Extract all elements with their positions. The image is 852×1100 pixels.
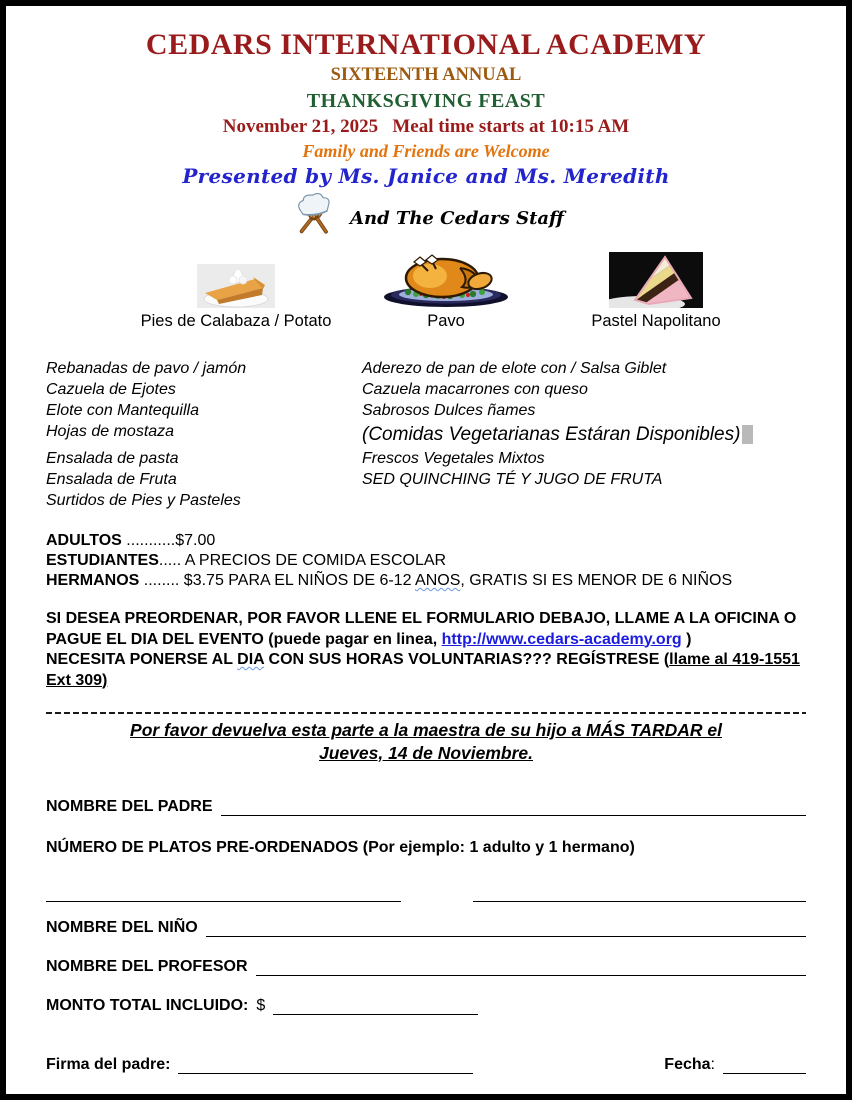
plate-count-blank-line-1 — [46, 884, 401, 902]
child-name-blank-line — [206, 919, 806, 937]
gray-artifact-box — [742, 425, 753, 444]
preorder-text: NECESITA PONERSE AL — [46, 651, 238, 668]
staff-line: And The Cedars Staff — [350, 207, 564, 229]
child-name-row — [46, 919, 806, 937]
menu-item: Frescos Vegetales Mixtos — [362, 450, 545, 467]
plate-count-row — [46, 839, 806, 857]
date-label-text: Fecha — [664, 1055, 711, 1073]
misspelled-word: DIA — [237, 651, 265, 668]
staff-row — [46, 192, 806, 244]
food-images-row — [46, 248, 806, 308]
price-value: ........ $3.75 PARA EL NIÑOS DE 6-12 — [139, 572, 416, 589]
return-notice — [46, 719, 806, 764]
event-title: THANKSGIVING FEAST — [306, 90, 546, 112]
school-title: CEDARS INTERNATIONAL ACADEMY — [145, 28, 707, 61]
signature-row — [46, 1056, 806, 1074]
return-notice-line2: Jueves, 14 de Noviembre. — [319, 742, 533, 763]
misspelled-word: ANOS — [415, 572, 461, 589]
food-labels-row — [46, 312, 806, 336]
phone-link-text: llame al 419-1551 Ext 309 — [46, 651, 800, 689]
price-label: HERMANOS — [46, 572, 140, 589]
child-name-label: NOMBRE DEL NIÑO — [46, 918, 198, 936]
total-amount-blank-line — [273, 997, 478, 1015]
parent-name-label: NOMBRE DEL PADRE — [46, 798, 213, 815]
chef-hat-icon — [288, 193, 340, 244]
preorder-paragraph — [46, 609, 806, 691]
price-line-hermanos — [46, 571, 806, 591]
signature-blank-line — [178, 1056, 473, 1074]
menu-row — [46, 448, 806, 469]
preorder-form — [46, 798, 806, 1074]
pumpkin-pie-image — [136, 248, 336, 308]
parent-name-blank-line — [221, 798, 806, 816]
menu-item: (Comidas Vegetarianas Estáran Disponibles) — [362, 424, 741, 445]
menu-item: Cazuela macarrones con queso — [362, 381, 588, 398]
total-amount-label: MONTO TOTAL INCLUIDO: — [46, 996, 249, 1014]
preorder-text: CON SUS HORAS VOLUNTARIAS??? REGÍSTRESE ( — [264, 651, 670, 668]
price-line-adultos — [46, 531, 806, 551]
annual-subtitle: SIXTEENTH ANNUAL — [330, 65, 522, 85]
menu-item: Surtidos de Pies y Pasteles — [46, 492, 241, 509]
preorder-text: ) — [102, 671, 108, 689]
signature-label: Firma del padre: — [46, 1055, 171, 1073]
cake-label: Pastel Napolitano — [591, 312, 721, 330]
menu-row — [46, 490, 806, 511]
menu-item: Cazuela de Ejotes — [46, 381, 176, 398]
currency-symbol: $ — [256, 996, 266, 1014]
parent-name-row — [46, 798, 806, 816]
menu-row-vegetarian-note — [46, 421, 806, 448]
price-line-estudiantes — [46, 551, 806, 571]
menu-item — [362, 490, 806, 511]
menu-item: Ensalada de pasta — [46, 450, 179, 467]
menu-item: Sabrosos Dulces ñames — [362, 402, 536, 419]
website-link[interactable]: http://www.cedars-academy.org — [441, 630, 682, 648]
menu-row — [46, 358, 806, 379]
vegetarian-note — [362, 421, 806, 448]
price-label: ADULTOS — [46, 532, 122, 549]
turkey-image — [336, 248, 556, 308]
welcome-line: Family and Friends are Welcome — [302, 141, 550, 161]
preorder-text: ) — [681, 630, 692, 648]
price-label: ESTUDIANTES — [46, 552, 159, 569]
presented-line: Presented by Ms. Janice and Ms. Meredith — [182, 164, 670, 188]
date-blank-line — [723, 1056, 806, 1074]
menu-item: Aderezo de pan de elote con / Salsa Giblet — [362, 360, 667, 377]
menu-item: Rebanadas de pavo / jamón — [46, 360, 247, 377]
menu-item: Ensalada de Fruta — [46, 471, 177, 488]
plate-count-label: NÚMERO DE PLATOS PRE-ORDENADOS (Por ejemplo: 1 adulto y 1 hermano) — [46, 839, 635, 856]
neapolitan-cake-image — [556, 248, 756, 308]
price-value: , GRATIS SI ES MENOR DE 6 NIÑOS — [460, 572, 733, 589]
total-amount-row — [46, 997, 806, 1015]
plate-count-blank-line-2 — [473, 884, 806, 902]
price-value: ..... A PRECIOS DE COMIDA ESCOLAR — [158, 552, 447, 569]
plate-count-blanks-row — [46, 884, 806, 902]
teacher-name-label: NOMBRE DEL PROFESOR — [46, 957, 248, 975]
date-line: November 21, 2025 Meal time starts at 10:15 AM — [222, 116, 630, 137]
menu-item: SED QUINCHING TÉ Y JUGO DE FRUTA — [362, 471, 663, 488]
teacher-name-blank-line — [256, 958, 807, 976]
return-notice-line1: Por favor devuelva esta parte a la maestra de su hijo a MÁS TARDAR el — [130, 720, 722, 740]
menu-row — [46, 469, 806, 490]
menu-section — [46, 358, 806, 511]
menu-row — [46, 400, 806, 421]
menu-item: Hojas de mostaza — [46, 423, 175, 440]
date-label — [664, 1056, 715, 1074]
price-value: ...........$7.00 — [121, 532, 216, 549]
date-label-colon: : — [710, 1055, 715, 1073]
turkey-label: Pavo — [427, 312, 465, 330]
pricing-section — [46, 531, 806, 591]
teacher-name-row — [46, 958, 806, 976]
pie-label: Pies de Calabaza / Potato — [140, 312, 332, 330]
tear-off-dashed-separator — [46, 712, 806, 714]
menu-item: Elote con Mantequilla — [46, 402, 199, 419]
preorder-text: SI DESEA PREORDENAR, POR FAVOR LLENE EL FORMULARIO DEBAJO, LLAME A LA OFICINA O PAGUE EL DIA DEL EVENTO (puede pagar en linea, — [46, 610, 797, 648]
menu-row — [46, 379, 806, 400]
